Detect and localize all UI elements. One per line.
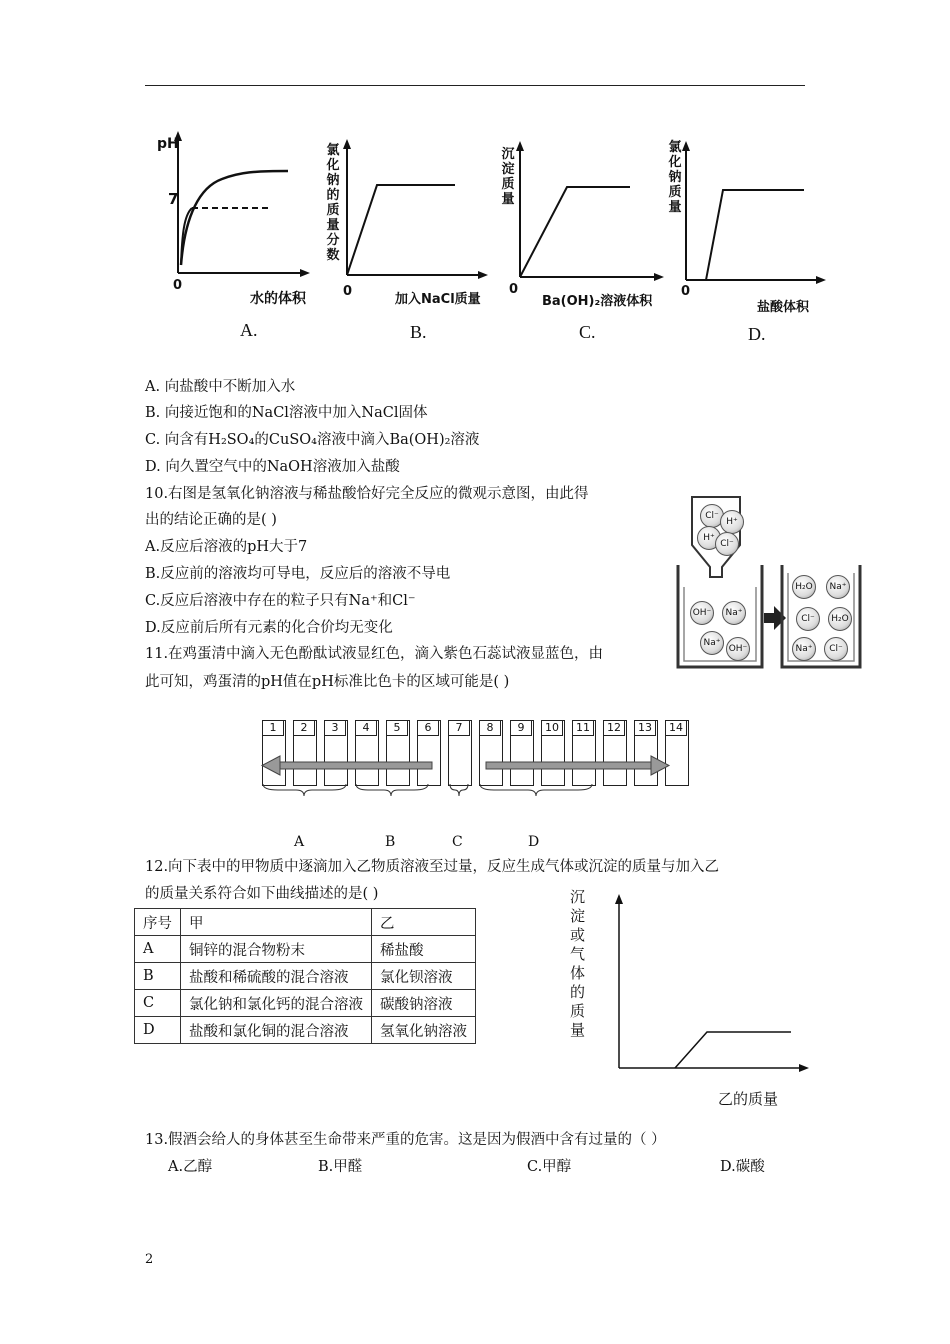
ph-region-b: B: [385, 834, 396, 850]
q12-chart: [605, 890, 815, 1075]
q10-stem-1: 10.右图是氢氧化钠溶液与稀盐酸恰好完全反应的微观示意图，由此得: [145, 486, 589, 502]
table-row: [135, 990, 476, 1017]
ph-number-label: 9: [510, 720, 532, 736]
ph-region-a: A: [294, 834, 305, 850]
q9-option-a: A. 向盐酸中不断加入水: [145, 379, 296, 395]
table-cell: C: [135, 990, 181, 1017]
table-cell: 氯化钡溶液: [372, 963, 476, 990]
ph-number-label: 1: [262, 720, 284, 736]
ph-region-c: C: [452, 834, 463, 850]
graph-b-ylabel: 氯化钠的质量分数: [326, 143, 340, 263]
graph-a: [174, 131, 310, 277]
graph-c-xlabel: Ba(OH)₂溶液体积: [542, 294, 653, 309]
table-row: [135, 963, 476, 990]
ion-h2o-right-1: H₂O: [792, 575, 816, 599]
q12-stem-1: 12.向下表中的甲物质中逐滴加入乙物质溶液至过量，反应生成气体或沉淀的质量与加入乙: [145, 859, 720, 875]
q12-chart-xlabel: 乙的质量: [718, 1090, 779, 1108]
table-cell: 盐酸和稀硫酸的混合溶液: [181, 963, 372, 990]
q12-stem-2: 的质量关系符合如下曲线描述的是( ): [145, 886, 379, 902]
ph-number-label: 3: [324, 720, 346, 736]
ion-na-right-1: Na⁺: [826, 575, 850, 599]
q10-option-c: C.反应后溶液中存在的粒子只有Na⁺和Cl⁻: [145, 593, 416, 609]
q13-option-c: C.甲醇: [527, 1159, 572, 1175]
graph-a-tick-7: 7: [168, 190, 179, 208]
graph-d-ylabel: 氯化钠质量: [668, 140, 682, 215]
ph-number-label: 2: [293, 720, 315, 736]
q10-option-b: B.反应前的溶液均可导电，反应后的溶液不导电: [145, 566, 451, 582]
graph-c-origin: 0: [509, 282, 519, 297]
q9-option-d: D. 向久置空气中的NaOH溶液加入盐酸: [145, 459, 400, 475]
table-header-row: [135, 909, 476, 936]
table-cell: 氯化钠和氯化钙的混合溶液: [181, 990, 372, 1017]
ion-oh-left-1: OH⁻: [690, 601, 714, 625]
graph-a-ylabel: pH: [157, 136, 179, 152]
ph-number-label: 11: [572, 720, 594, 736]
q11-stem-1: 11.在鸡蛋清中滴入无色酚酞试液显红色，滴入紫色石蕊试液显蓝色，由: [145, 646, 604, 662]
graph-b: [343, 139, 488, 279]
graph-d-origin: 0: [681, 284, 691, 299]
graph-c: [516, 141, 664, 281]
ion-na-left-1: Na⁺: [722, 601, 746, 625]
page-number: 2: [145, 1252, 154, 1267]
q10-stem-2: 出的结论正确的是( ): [145, 512, 277, 528]
q13-stem: 13.假酒会给人的身体甚至生命带来严重的危害。这是因为假酒中含有过量的（ ）: [145, 1132, 666, 1148]
ph-number-label: 4: [355, 720, 377, 736]
ion-cl-funnel-1: Cl⁻: [700, 504, 724, 528]
q10-micro-diagram: [670, 495, 870, 675]
q12-chart-ylabel: 沉淀或气体的质量: [570, 888, 586, 1039]
ph-number-label: 14: [665, 720, 687, 736]
q9-option-c: C. 向含有H₂SO₄的CuSO₄溶液中滴入Ba(OH)₂溶液: [145, 432, 480, 448]
ion-cl-right-2: Cl⁻: [824, 637, 848, 661]
ph-card: [258, 716, 698, 836]
q13-option-b: B.甲醛: [318, 1159, 363, 1175]
ph-number-label: 13: [634, 720, 656, 736]
table-header-cell: 甲: [181, 909, 372, 936]
table-cell: 铜锌的混合物粉末: [181, 936, 372, 963]
table-cell: A: [135, 936, 181, 963]
ph-region-d: D: [528, 834, 540, 850]
table-cell: B: [135, 963, 181, 990]
table-cell: 氢氧化钠溶液: [372, 1017, 476, 1044]
table-row: [135, 1017, 476, 1044]
table-header-cell: 乙: [372, 909, 476, 936]
graph-b-xlabel: 加入NaCl质量: [395, 292, 481, 307]
graph-c-ylabel: 沉淀质量: [501, 147, 515, 207]
table-cell: 碳酸钠溶液: [372, 990, 476, 1017]
graph-b-letter: B.: [410, 322, 427, 342]
graph-d-xlabel: 盐酸体积: [757, 300, 810, 315]
table-cell: 稀盐酸: [372, 936, 476, 963]
q13-option-a: A.乙醇: [168, 1159, 213, 1175]
q9-option-b: B. 向接近饱和的NaCl溶液中加入NaCl固体: [145, 405, 428, 421]
ion-na-left-2: Na⁺: [700, 631, 724, 655]
ion-h2o-right-2: H₂O: [828, 607, 852, 631]
q10-option-d: D.反应前后所有元素的化合价均无变化: [145, 620, 393, 636]
table-cell: D: [135, 1017, 181, 1044]
q12-table: [134, 908, 476, 1044]
ph-number-label: 6: [417, 720, 439, 736]
graph-d: [682, 141, 826, 284]
q13-option-d: D.碳酸: [720, 1159, 765, 1175]
q11-stem-2: 此可知，鸡蛋清的pH值在pH标准比色卡的区域可能是( ): [145, 674, 510, 690]
ion-h-funnel-1: H⁺: [720, 510, 744, 534]
ph-number-label: 7: [448, 720, 470, 736]
table-cell: 盐酸和氯化铜的混合溶液: [181, 1017, 372, 1044]
graph-b-origin: 0: [343, 284, 353, 299]
ph-number-label: 5: [386, 720, 408, 736]
table-header-cell: 序号: [135, 909, 181, 936]
ion-cl-funnel-2: Cl⁻: [715, 532, 739, 556]
ph-number-label: 10: [541, 720, 563, 736]
q10-option-a: A.反应后溶液的pH大于7: [145, 539, 308, 555]
table-row: [135, 936, 476, 963]
graph-d-letter: D.: [748, 324, 766, 344]
graph-a-xlabel: 水的体积: [250, 291, 306, 307]
graph-a-letter: A.: [240, 320, 258, 340]
graph-c-letter: C.: [579, 322, 596, 342]
ion-h-funnel-2: H⁺: [697, 526, 721, 550]
graph-a-origin: 0: [173, 278, 183, 293]
ion-cl-right-1: Cl⁻: [796, 607, 820, 631]
ph-card-arrows: [258, 716, 698, 806]
ph-number-label: 8: [479, 720, 501, 736]
graphs-svg: [140, 125, 830, 315]
ion-na-right-2: Na⁺: [792, 637, 816, 661]
ion-oh-left-2: OH⁻: [726, 637, 750, 661]
ph-number-label: 12: [603, 720, 625, 736]
header-rule: [145, 85, 805, 86]
